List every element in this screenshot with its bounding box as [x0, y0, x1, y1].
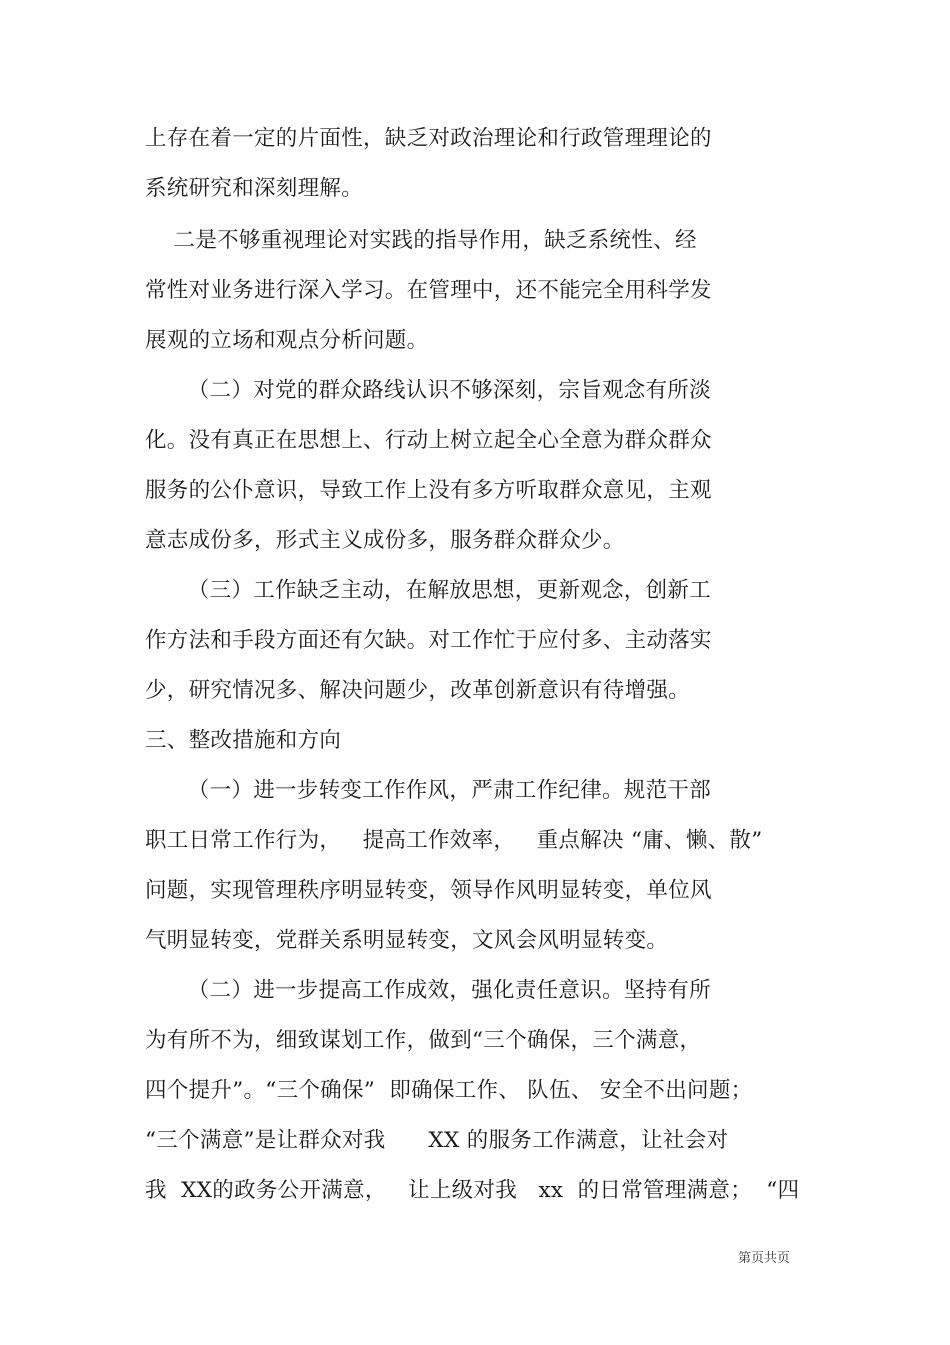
text-line: 作方法和手段方面还有欠缺。对工作忙于应付多、主动落实 — [145, 628, 712, 653]
text-line: 问题，实现管理秩序明显转变，领导作风明显转变，单位风 — [145, 878, 712, 903]
text-line: （一）进一步转变工作作风，严肃工作纪律。规范干部 — [145, 778, 712, 803]
text-line: 二是不够重视理论对实践的指导作用，缺乏系统性、经 — [145, 228, 697, 253]
text-line: （二）进一步提高工作成效，强化责任意识。坚持有所 — [145, 978, 712, 1003]
text-line: 气明显转变，党群关系明显转变，文风会风明显转变。 — [145, 928, 669, 953]
text-line: 常性对业务进行深入学习。在管理中，还不能完全用科学发 — [145, 278, 712, 303]
text-line: 为有所不为，细致谋划工作，做到“三个确保，三个满意， — [145, 1028, 702, 1053]
text-line: （二）对党的群众路线认识不够深刻，宗旨观念有所淡 — [145, 378, 712, 403]
text-line: 四个提升”。“三个确保” 即确保工作、 队伍、 安全不出问题； — [145, 1078, 753, 1103]
text-line: （三）工作缺乏主动，在解放思想，更新观念，创新工 — [145, 578, 712, 603]
text-line: 上存在着一定的片面性，缺乏对政治理论和行政管理理论的 — [145, 126, 712, 151]
text-line: 职工日常工作行为， 提高工作效率， 重点解决 “庸、懒、散” — [145, 828, 763, 853]
text-line: 少，研究情况多、解决问题少，改革创新意识有待增强。 — [145, 678, 691, 703]
page-footer: 第页共页 — [738, 1251, 791, 1266]
text-line: 我 XX的政务公开满意， 让上级对我 xx 的日常管理满意； “四 — [145, 1178, 800, 1203]
text-line: 化。没有真正在思想上、行动上树立起全心全意为群众群众 — [145, 428, 712, 453]
text-line: 展观的立场和观点分析问题。 — [145, 328, 429, 353]
text-line: “三个满意”是让群众对我 XX 的服务工作满意，让社会对 — [145, 1128, 729, 1153]
text-line: 意志成份多，形式主义成份多，服务群众群众少。 — [145, 528, 625, 553]
text-line: 服务的公仆意识，导致工作上没有多方听取群众意见，主观 — [145, 478, 712, 503]
section-heading: 三、整改措施和方向 — [145, 728, 342, 753]
text-line: 系统研究和深刻理解。 — [145, 176, 364, 201]
